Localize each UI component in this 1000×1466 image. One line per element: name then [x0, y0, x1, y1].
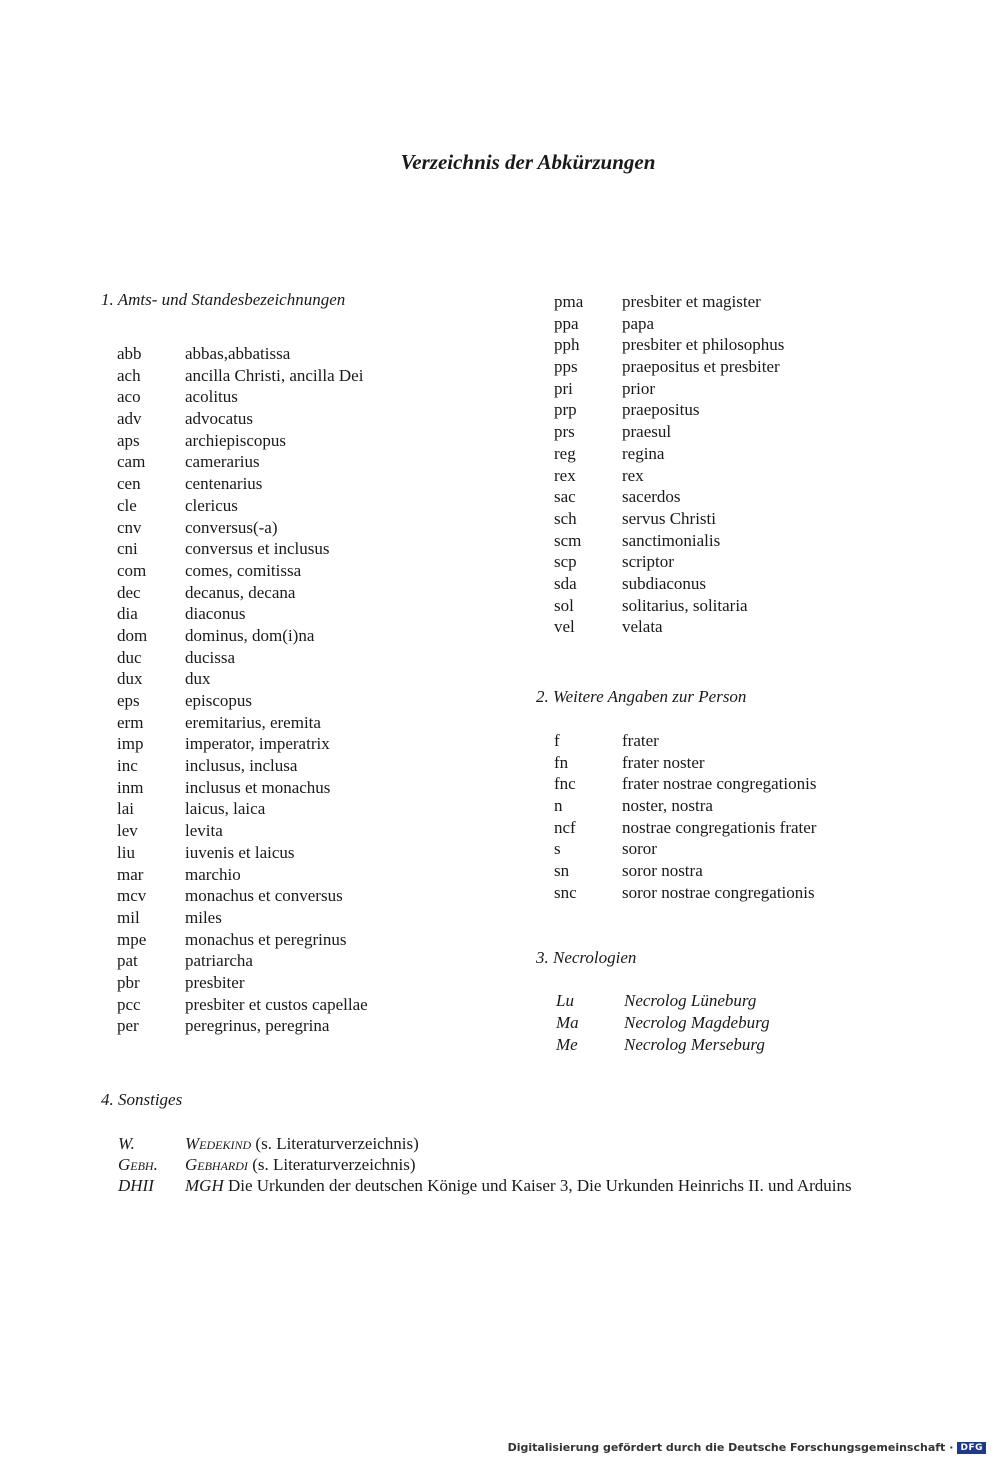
abbreviation: ncf: [554, 817, 576, 837]
abbreviation: aps: [117, 430, 140, 450]
abbreviation: cle: [117, 495, 137, 515]
abbreviation: lai: [117, 799, 134, 819]
definition: levita: [185, 821, 223, 841]
abbreviation: pat: [117, 951, 138, 971]
definition: praesul: [622, 422, 672, 442]
list-item: [117, 755, 368, 777]
definition: servus Christi: [622, 508, 716, 528]
list-item: [554, 573, 784, 595]
list-item: [554, 616, 784, 638]
definition: Necrolog Magdeburg: [624, 1013, 770, 1032]
abbreviation: pri: [554, 378, 573, 398]
section-3-heading: 3. Necrologien: [536, 948, 637, 967]
abbreviation: imp: [117, 734, 144, 754]
definition: [185, 1175, 944, 1196]
list-item: [117, 517, 368, 539]
abbreviation: ach: [117, 365, 141, 385]
definition: soror: [622, 839, 657, 859]
abbreviation: prp: [554, 400, 577, 420]
definition: eremitarius, eremita: [185, 712, 321, 732]
list-item: [117, 668, 368, 690]
section-2-list: [554, 730, 816, 904]
definition: miles: [185, 907, 222, 927]
section-3-list: [556, 990, 770, 1056]
author-name: MGH: [185, 1176, 224, 1195]
definition: camerarius: [185, 452, 260, 472]
definition: rex: [622, 465, 644, 485]
section-1-right-list: [554, 291, 784, 638]
section-4-list: [118, 1133, 944, 1196]
definition: ancilla Christi, ancilla Dei: [185, 365, 364, 385]
list-item: [118, 1175, 944, 1196]
list-item: [117, 907, 368, 929]
definition: marchio: [185, 864, 241, 884]
definition: soror nostra: [622, 861, 703, 881]
list-item: [118, 1154, 944, 1175]
abbreviation: Lu: [556, 991, 574, 1010]
definition: sacerdos: [622, 487, 681, 507]
abbreviation: aco: [117, 387, 141, 407]
list-item: [117, 712, 368, 734]
list-item: [554, 838, 816, 860]
abbreviation: dux: [117, 669, 143, 689]
list-item: [554, 882, 816, 904]
abbreviation: fnc: [554, 774, 576, 794]
definition: episcopus: [185, 691, 253, 710]
abbreviation: eps: [117, 691, 140, 710]
abbreviation: W.: [118, 1134, 135, 1153]
definition: iuvenis et laicus: [185, 842, 295, 862]
definition: presbiter et magister: [622, 292, 761, 311]
list-item: [117, 343, 368, 365]
definition: frater nostrae congregationis: [622, 774, 817, 794]
list-item: [117, 864, 368, 886]
abbreviation: pcc: [117, 994, 141, 1014]
list-item: [556, 1034, 770, 1056]
abbreviation: liu: [117, 842, 135, 862]
list-item: [554, 356, 784, 378]
list-item: [117, 777, 368, 799]
definition: subdiaconus: [622, 573, 707, 593]
list-item: [117, 733, 368, 755]
definition: diaconus: [185, 604, 246, 624]
abbreviation: Me: [556, 1035, 578, 1054]
definition: papa: [622, 313, 655, 333]
definition: comes, comitissa: [185, 560, 302, 580]
list-item: [554, 773, 816, 795]
abbreviation: cnv: [117, 517, 142, 537]
author-name: Gebhardi: [185, 1155, 248, 1174]
abbreviation: fn: [554, 752, 569, 772]
definition: inclusus, inclusa: [185, 756, 298, 776]
definition: acolitus: [185, 387, 238, 407]
list-item: [554, 486, 784, 508]
abbreviation: per: [117, 1016, 139, 1036]
list-item: [554, 860, 816, 882]
abbreviation: mpe: [117, 929, 147, 949]
definition: soror nostrae congregationis: [622, 882, 815, 902]
list-item: [117, 603, 368, 625]
definition: peregrinus, peregrina: [185, 1016, 330, 1036]
list-item: [554, 421, 784, 443]
list-item: [117, 473, 368, 495]
abbreviation: Ma: [556, 1013, 579, 1032]
abbreviation: dom: [117, 625, 148, 645]
definition: regina: [622, 443, 665, 463]
definition: ducissa: [185, 647, 236, 667]
definition: dux: [185, 669, 211, 689]
abbreviation: Gebh.: [118, 1155, 158, 1174]
list-item: [117, 1015, 368, 1037]
definition: monachus et conversus: [185, 886, 343, 906]
section-4-heading: 4. Sonstiges: [101, 1090, 183, 1109]
definition: praepositus: [622, 400, 700, 420]
list-item: [554, 378, 784, 400]
abbreviation: mar: [117, 864, 144, 884]
abbreviation: rex: [554, 465, 576, 485]
list-item: [117, 560, 368, 582]
list-item: [117, 647, 368, 669]
list-item: [117, 994, 368, 1016]
list-item: [554, 399, 784, 421]
list-item: [117, 820, 368, 842]
definition: frater noster: [622, 752, 705, 772]
list-item: [117, 408, 368, 430]
abbreviation: inc: [117, 756, 138, 776]
abbreviation: pps: [554, 357, 578, 377]
list-item: [554, 443, 784, 465]
abbreviation: mil: [117, 907, 140, 927]
definition: sanctimonialis: [622, 530, 721, 550]
dfg-logo: DFG: [957, 1442, 986, 1454]
abbreviation: pph: [554, 335, 580, 355]
list-item: [117, 365, 368, 387]
abbreviation: f: [554, 731, 560, 750]
list-item: [554, 752, 816, 774]
definition: frater: [622, 731, 659, 750]
abbreviation: snc: [554, 882, 577, 902]
definition: conversus et inclusus: [185, 539, 330, 559]
abbreviation: com: [117, 560, 147, 580]
abbreviation: ppa: [554, 313, 579, 333]
definition: presbiter et custos capellae: [185, 994, 368, 1014]
definition: presbiter: [185, 972, 245, 992]
definition: dominus, dom(i)na: [185, 625, 315, 645]
definition: prior: [622, 378, 656, 398]
definition-text: (s. Literaturverzeichnis): [251, 1134, 419, 1153]
section-2-heading: 2. Weitere Angaben zur Person: [536, 687, 747, 706]
list-item: [556, 990, 770, 1012]
list-item: [554, 551, 784, 573]
definition: Necrolog Lüneburg: [624, 991, 757, 1010]
abbreviation: n: [554, 796, 563, 816]
abbreviation: sac: [554, 487, 576, 507]
abbreviation: adv: [117, 409, 142, 429]
definition-text: Die Urkunden der deutschen Könige und Kaiser 3, Die Urkunden Heinrichs II. und Arduins: [223, 1176, 852, 1195]
list-item: [554, 595, 784, 617]
list-item: [556, 1012, 770, 1034]
list-item: [117, 386, 368, 408]
definition: patriarcha: [185, 951, 253, 971]
definition: imperator, imperatrix: [185, 734, 330, 754]
abbreviation: vel: [554, 617, 575, 637]
definition: advocatus: [185, 409, 253, 429]
definition: presbiter et philosophus: [622, 335, 785, 355]
list-item: [117, 950, 368, 972]
abbreviation: sda: [554, 573, 577, 593]
abbreviation: inm: [117, 777, 144, 797]
abbreviation: s: [554, 839, 561, 859]
abbreviation: pbr: [117, 972, 140, 992]
list-item: [117, 972, 368, 994]
abbreviation: cen: [117, 474, 141, 494]
author-name: Wedekind: [185, 1134, 252, 1153]
definition: inclusus et monachus: [185, 777, 331, 797]
list-item: [117, 430, 368, 452]
abbreviation: erm: [117, 712, 144, 732]
list-item: [117, 625, 368, 647]
list-item: [117, 451, 368, 473]
definition: nostrae congregationis frater: [622, 817, 817, 837]
abbreviation: DHII: [118, 1176, 154, 1195]
definition: [185, 1154, 944, 1175]
list-item: [554, 795, 816, 817]
definition: monachus et peregrinus: [185, 929, 347, 949]
page-title: Verzeichnis der Abkürzungen: [400, 150, 656, 174]
definition: clericus: [185, 495, 238, 515]
section-1-heading: 1. Amts- und Standesbezeichnungen: [101, 290, 346, 309]
definition: scriptor: [622, 552, 674, 572]
definition: decanus, decana: [185, 582, 296, 602]
abbreviation: scm: [554, 530, 582, 550]
abbreviation: pma: [554, 292, 584, 311]
definition: solitarius, solitaria: [622, 595, 748, 615]
list-item: [117, 538, 368, 560]
list-item: [117, 929, 368, 951]
list-item: [117, 690, 368, 712]
definition: noster, nostra: [622, 796, 713, 816]
abbreviation: prs: [554, 422, 575, 442]
abbreviation: sn: [554, 861, 570, 881]
abbreviation: dia: [117, 604, 138, 624]
abbreviation: dec: [117, 582, 141, 602]
abbreviation: cni: [117, 539, 138, 559]
list-item: [117, 885, 368, 907]
abbreviation: abb: [117, 344, 142, 363]
abbreviation: sol: [554, 595, 574, 615]
definition: abbas,abbatissa: [185, 344, 291, 363]
abbreviation: lev: [117, 821, 138, 841]
footer-separator: ·: [949, 1441, 954, 1454]
definition-text: (s. Literaturverzeichnis): [247, 1155, 416, 1174]
definition: archiepiscopus: [185, 430, 287, 450]
abbreviation: duc: [117, 647, 142, 667]
definition: conversus(-a): [185, 517, 278, 537]
definition: [185, 1133, 944, 1154]
list-item: [117, 798, 368, 820]
list-item: [554, 291, 784, 313]
abbreviation: mcv: [117, 886, 147, 906]
abbreviation: reg: [554, 443, 576, 463]
list-item: [554, 313, 784, 335]
list-item: [554, 817, 816, 839]
definition: laicus, laica: [185, 799, 266, 819]
list-item: [554, 334, 784, 356]
list-item: [117, 582, 368, 604]
list-item: [117, 842, 368, 864]
definition: praepositus et presbiter: [622, 357, 780, 377]
list-item: [117, 495, 368, 517]
footer-text: Digitalisierung gefördert durch die Deutsche Forschungsgemeinschaft: [507, 1441, 946, 1454]
footer: [508, 1441, 986, 1454]
section-1-left-list: [117, 343, 368, 1037]
definition: Necrolog Merseburg: [624, 1035, 765, 1054]
list-item: [554, 508, 784, 530]
abbreviation: cam: [117, 452, 146, 472]
list-item: [554, 730, 816, 752]
abbreviation: scp: [554, 552, 577, 572]
list-item: [554, 530, 784, 552]
definition: velata: [622, 617, 663, 637]
list-item: [554, 465, 784, 487]
abbreviation: sch: [554, 508, 577, 528]
definition: centenarius: [185, 474, 263, 494]
list-item: [118, 1133, 944, 1154]
